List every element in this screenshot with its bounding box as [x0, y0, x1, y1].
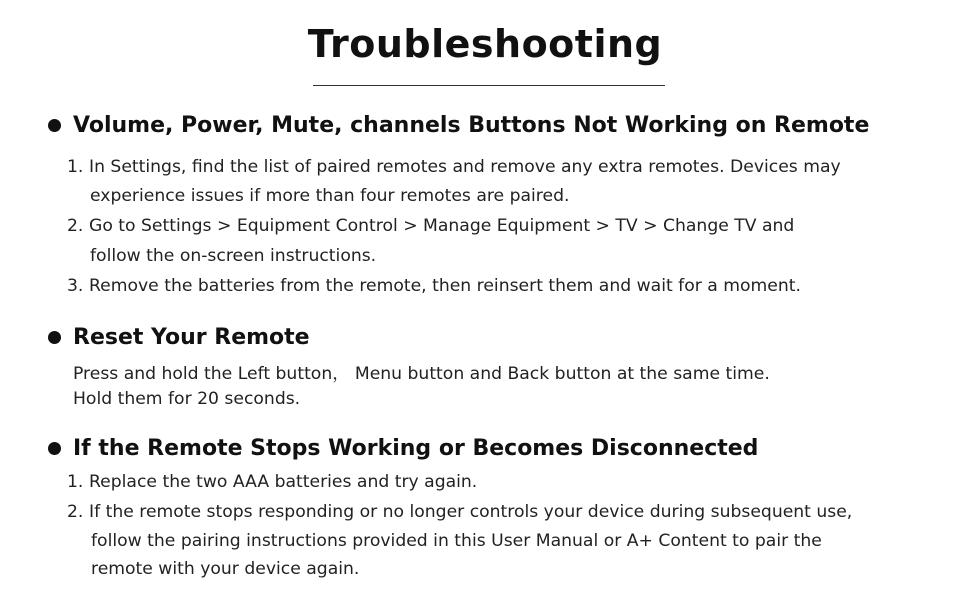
list-item-text: In Settings, find the list of paired remotes and remove any extra remotes. Devices may	[89, 157, 841, 177]
list-item	[67, 276, 801, 296]
list-item	[67, 502, 852, 522]
bullet-icon	[48, 119, 61, 132]
list-item	[67, 216, 794, 236]
section-heading-text: If the Remote Stops Working or Becomes Disconnected	[73, 436, 759, 461]
paragraph-line: Hold them for 20 seconds.	[73, 389, 301, 409]
list-item-number: 1.	[67, 157, 84, 177]
list-item-text: Replace the two AAA batteries and try again.	[89, 472, 478, 492]
list-item-continuation: experience issues if more than four remotes are paired.	[90, 186, 570, 206]
list-item	[67, 472, 477, 492]
list-item-number: 3.	[67, 276, 84, 296]
bullet-icon	[48, 442, 61, 455]
title-underline	[313, 85, 665, 86]
section-heading-text: Reset Your Remote	[73, 325, 310, 350]
page-title: Troubleshooting	[307, 22, 663, 66]
bullet-icon	[48, 331, 61, 344]
list-item	[67, 157, 841, 177]
paragraph-line: Press and hold the Left button， Menu button and Back button at the same time.	[73, 364, 770, 384]
section-heading-remote-disconnected	[48, 436, 758, 461]
section-heading-buttons-not-working	[48, 113, 869, 138]
list-item-number: 2.	[67, 216, 84, 236]
section-heading-reset-remote	[48, 325, 310, 350]
list-item-number: 1.	[67, 472, 84, 492]
list-item-text: Go to Settings > Equipment Control > Manage Equipment > TV > Change TV and	[89, 216, 795, 236]
section-heading-text: Volume, Power, Mute, channels Buttons Not Working on Remote	[73, 113, 870, 138]
list-item-continuation: follow the on-screen instructions.	[90, 246, 377, 266]
list-item-number: 2.	[67, 502, 84, 522]
list-item-continuation: remote with your device again.	[91, 559, 360, 579]
list-item-text: If the remote stops responding or no longer controls your device during subsequent use,	[89, 502, 853, 522]
list-item-continuation: follow the pairing instructions provided in this User Manual or A+ Content to pair the	[91, 531, 822, 551]
list-item-text: Remove the batteries from the remote, then reinsert them and wait for a moment.	[89, 276, 801, 296]
